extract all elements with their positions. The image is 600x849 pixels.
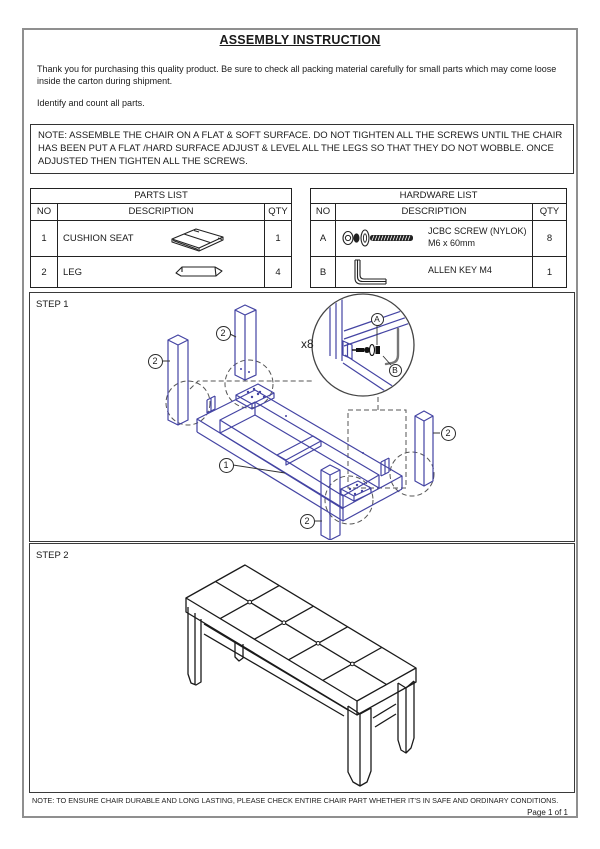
callout-leg-2: 2 bbox=[216, 326, 231, 341]
hardware-description-line2: M6 x 60mm bbox=[428, 238, 476, 248]
hardware-qty: 1 bbox=[532, 257, 566, 287]
assembly-note-box: NOTE: ASSEMBLE THE CHAIR ON A FLAT & SOFT SURFACE. DO NOT TIGHTEN ALL THE SCREWS UNTIL THE CHAIR HAS BEEN PUT A FLAT /HARD SURFACE ADJUST & LEVEL ALL THE LEGS SO THAT THEY DO NOT WOBBLE. ONCE ADJUSTED THEN TIGHTEN ALL THE SCREWS. bbox=[30, 124, 574, 174]
cushion-seat-drawing bbox=[166, 225, 230, 252]
hardware-description-line1: JCBC SCREW (NYLOK) bbox=[428, 226, 527, 236]
col-no: NO bbox=[315, 206, 331, 217]
callout-leg-2: 2 bbox=[441, 426, 456, 441]
screw-quantity-label: x8 bbox=[301, 337, 314, 351]
callout-frame-1: 1 bbox=[219, 458, 234, 473]
table-row bbox=[31, 256, 291, 287]
leg-drawing bbox=[170, 263, 228, 280]
hardware-description bbox=[428, 225, 527, 249]
callout-leg-2: 2 bbox=[148, 354, 163, 369]
page-title: ASSEMBLY INSTRUCTION bbox=[219, 33, 381, 47]
callout-screw-a: A bbox=[371, 313, 384, 326]
callout-leg-2: 2 bbox=[300, 514, 315, 529]
hardware-list-header bbox=[311, 204, 566, 220]
hardware-qty: 8 bbox=[532, 221, 566, 256]
part-no: 2 bbox=[41, 266, 47, 278]
col-qty: QTY bbox=[532, 204, 566, 220]
hardware-description-cell bbox=[335, 221, 532, 256]
hardware-list-title: HARDWARE LIST bbox=[311, 189, 566, 204]
part-description-cell bbox=[57, 257, 264, 287]
instruction-page bbox=[22, 28, 578, 818]
step1-diagram bbox=[30, 293, 573, 540]
step1-panel bbox=[29, 292, 575, 542]
intro-paragraph: Thank you for purchasing this quality product. Be sure to check all packing material carefully for small parts which may come loose inside the carton during shipment. bbox=[37, 64, 557, 86]
callout-allen-key-b: B bbox=[389, 364, 402, 377]
table-row bbox=[31, 220, 291, 256]
allen-key-drawing bbox=[350, 258, 390, 286]
parts-list-header bbox=[31, 204, 291, 220]
step2-diagram bbox=[30, 544, 573, 791]
part-no: 1 bbox=[41, 233, 47, 244]
col-description: DESCRIPTION bbox=[57, 204, 264, 220]
part-qty: 1 bbox=[264, 221, 291, 256]
part-description: CUSHION SEAT bbox=[63, 233, 134, 244]
hardware-list-table bbox=[310, 188, 567, 288]
parts-list-table bbox=[30, 188, 292, 288]
assembled-bench bbox=[186, 565, 416, 786]
durability-note: NOTE: TO ENSURE CHAIR DURABLE AND LONG LASTING, PLEASE CHECK ENTIRE CHAIR PART WHETHER IT'S IN SAFE AND ORDINARY CONDITIONS. bbox=[32, 796, 559, 805]
table-row bbox=[311, 220, 566, 256]
hardware-no: B bbox=[319, 266, 327, 278]
col-description: DESCRIPTION bbox=[335, 204, 532, 220]
part-description: LEG bbox=[63, 266, 83, 278]
screw-drawing bbox=[340, 227, 422, 249]
part-qty: 4 bbox=[264, 257, 291, 287]
hardware-description: ALLEN KEY M4 bbox=[428, 265, 492, 275]
col-no: NO bbox=[36, 206, 52, 217]
hardware-description-cell bbox=[335, 257, 532, 287]
page-number: Page 1 of 1 bbox=[527, 808, 568, 817]
step2-panel bbox=[29, 543, 575, 793]
step1-label: STEP 1 bbox=[36, 299, 69, 310]
parts-list-title: PARTS LIST bbox=[31, 189, 291, 204]
table-row bbox=[311, 256, 566, 287]
part-description-cell bbox=[57, 221, 264, 256]
step2-label: STEP 2 bbox=[36, 550, 69, 561]
identify-paragraph: Identify and count all parts. bbox=[37, 98, 145, 108]
hardware-no: A bbox=[319, 233, 327, 244]
col-qty: QTY bbox=[264, 204, 291, 220]
